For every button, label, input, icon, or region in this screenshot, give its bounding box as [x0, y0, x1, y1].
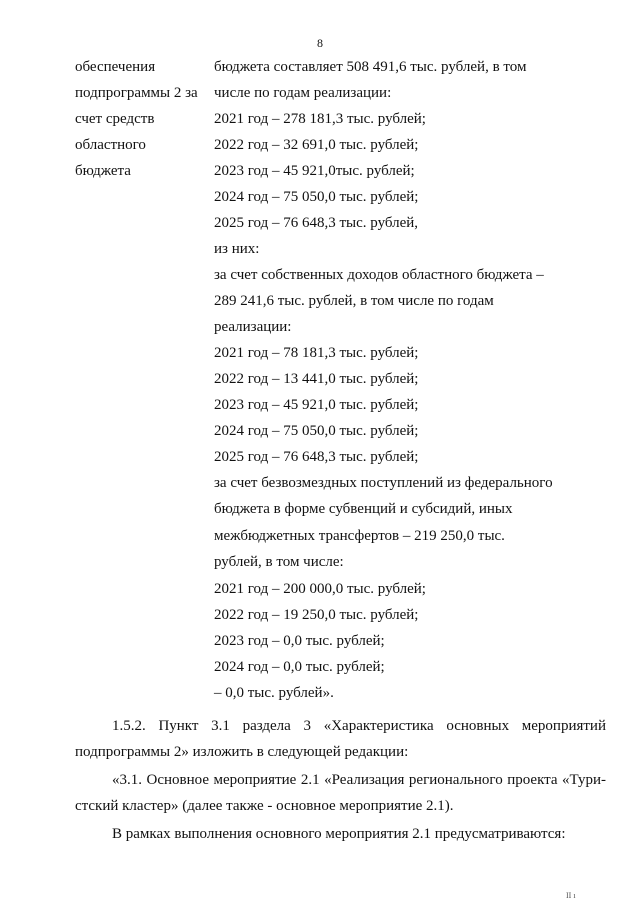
- right-line: числе по годам реализации:: [214, 85, 392, 101]
- right-line: бюджета составляет 508 491,6 тыс. рублей, в том: [214, 59, 527, 75]
- right-line: 2021 год – 200 000,0 тыс. рублей;: [214, 581, 426, 597]
- right-line: 2023 год – 0,0 тыс. рублей;: [214, 633, 385, 649]
- right-line: 2022 год – 19 250,0 тыс. рублей;: [214, 607, 419, 623]
- right-line: 2025 год – 76 648,3 тыс. рублей,: [214, 215, 419, 231]
- left-line: счет средств: [75, 111, 155, 127]
- right-line: 2024 год – 0,0 тыс. рублей;: [214, 659, 385, 675]
- paragraph-line: подпрограммы 2» изложить в следующей редакции:: [75, 744, 409, 760]
- right-line: 2022 год – 32 691,0 тыс. рублей;: [214, 137, 419, 153]
- left-line: обеспечения: [75, 59, 156, 75]
- right-line: за счет безвозмездных поступлений из федерального: [214, 475, 553, 491]
- right-line: из них:: [214, 241, 260, 257]
- right-line: 2023 год – 45 921,0тыс. рублей;: [214, 163, 415, 179]
- right-line: 289 241,6 тыс. рублей, в том числе по годам: [214, 293, 494, 309]
- paragraph-line: «3.1. Основное мероприятие 2.1 «Реализация регионального проекта «Тури-: [112, 772, 606, 788]
- right-line: – 0,0 тыс. рублей».: [214, 685, 334, 701]
- right-line: реализации:: [214, 319, 292, 335]
- right-line: бюджета в форме субвенций и субсидий, иных: [214, 501, 513, 517]
- corner-mark: II ı: [566, 891, 576, 900]
- right-line: за счет собственных доходов областного бюджета –: [214, 267, 544, 283]
- paragraph-line: 1.5.2. Пункт 3.1 раздела 3 «Характеристика основных мероприятий: [112, 718, 606, 734]
- left-line: бюджета: [75, 163, 131, 179]
- paragraph-line: В рамках выполнения основного мероприятия 2.1 предусматриваются:: [112, 826, 566, 842]
- right-line: 2025 год – 76 648,3 тыс. рублей;: [214, 449, 419, 465]
- right-line: 2022 год – 13 441,0 тыс. рублей;: [214, 371, 419, 387]
- right-line: рублей, в том числе:: [214, 554, 344, 570]
- right-line: 2021 год – 78 181,3 тыс. рублей;: [214, 345, 419, 361]
- right-line: 2024 год – 75 050,0 тыс. рублей;: [214, 423, 419, 439]
- right-line: межбюджетных трансфертов – 219 250,0 тыс.: [214, 528, 505, 544]
- left-line: подпрограммы 2 за: [75, 85, 198, 101]
- right-line: 2023 год – 45 921,0 тыс. рублей;: [214, 397, 419, 413]
- left-line: областного: [75, 137, 146, 153]
- page-number: 8: [317, 36, 323, 50]
- right-line: 2024 год – 75 050,0 тыс. рублей;: [214, 189, 419, 205]
- paragraph-line: стский кластер» (далее также - основное мероприятие 2.1).: [75, 798, 454, 814]
- right-line: 2021 год – 278 181,3 тыс. рублей;: [214, 111, 426, 127]
